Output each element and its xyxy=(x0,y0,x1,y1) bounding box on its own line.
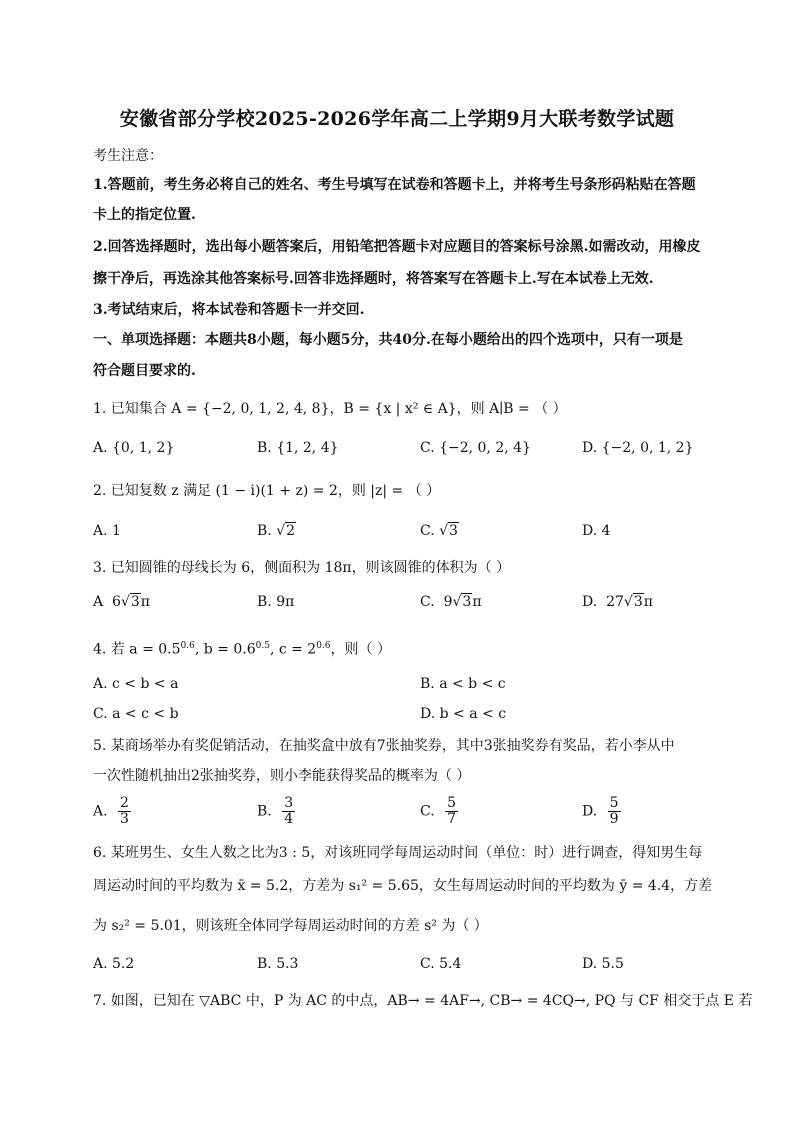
option-c: C. 5.4 xyxy=(420,956,462,972)
option-b: B. a < b < c xyxy=(420,676,506,692)
option-b: B. 5.3 xyxy=(257,956,299,972)
option-a: A. 5.2 xyxy=(93,956,135,972)
notice-item: 1.答题前，考生务必将自己的姓名、考生号填写在试卷和答题卡上，并将考生号条形码粘贴在答题 xyxy=(93,177,696,193)
option-b: B. $\frac{3}{4}$ xyxy=(257,795,294,827)
notice-item: 擦干净后，再选涂其他答案标号.回答非选择题时，将答案写在答题卡上.写在本试卷上无效. xyxy=(93,271,654,287)
option-b: B. √2 xyxy=(257,523,296,539)
option-a: A 6√3π xyxy=(93,594,150,610)
sqrt-expression: √3 xyxy=(120,594,140,610)
option-c: C. a < c < b xyxy=(93,706,179,722)
notice-item: 2.回答选择题时，选出每小题答案后，用铅笔把答题卡对应题目的答案标号涂黑.如需改动，用橡皮 xyxy=(93,239,701,255)
option-d: D. {−2, 0, 1, 2} xyxy=(582,440,694,456)
fraction: $\frac{5}{7}$ xyxy=(447,795,457,827)
section-heading: 一、单项选择题：本题共8小题，每小题5分，共40分.在每小题给出的四个选项中，只有一项是 xyxy=(93,332,683,348)
option-a: A. {0, 1, 2} xyxy=(93,440,175,456)
option-a: A. $\frac{2}{3}$ xyxy=(93,795,129,827)
question-stem: 1. 已知集合 A = {−2, 0, 1, 2, 4, 8}，B = {x | x² ∈ A}，则 A∣B = （ ） xyxy=(93,401,567,417)
question-stem: 周运动时间的平均数为 x̄ = 5.2，方差为 s₁² = 5.65，女生每周运动时间的平均数为 ȳ = 4.4，方差 xyxy=(93,878,713,894)
question-stem: 一次性随机抽出2张抽奖券，则小李能获得奖品的概率为（ ） xyxy=(93,768,471,784)
question-stem: 7. 如图，已知在 ▽ABC 中，P 为 AC 的中点，AB→ = 4AF→, CB→ = 4CQ→, PQ 与 CF 相交于点 E 若 xyxy=(93,993,753,1009)
option-d: D. b < a < c xyxy=(420,706,507,722)
option-c: C. 9√3π xyxy=(420,594,482,610)
sqrt-expression: √3 xyxy=(452,594,472,610)
question-stem: 5. 某商场举办有奖促销活动，在抽奖盒中放有7张抽奖券，其中3张抽奖券有奖品，若小李从中 xyxy=(93,738,675,754)
notice-item: 卡上的指定位置. xyxy=(93,207,196,223)
option-d: D. $\frac{5}{9}$ xyxy=(582,795,619,827)
question-stem: 2. 已知复数 z 满足 (1 − i)(1 + z) = 2，则 |z| = （ ） xyxy=(93,483,441,499)
notice-item: 3.考试结束后，将本试卷和答题卡一并交回. xyxy=(93,302,365,318)
option-c: C. {−2, 0, 2, 4} xyxy=(420,440,531,456)
fraction: $\frac{5}{9}$ xyxy=(609,795,619,827)
question-stem: 为 s₂² = 5.01，则该班全体同学每周运动时间的方差 s² 为（ ） xyxy=(93,918,488,934)
option-b: B. {1, 2, 4} xyxy=(257,440,339,456)
notice-heading: 考生注意： xyxy=(93,148,163,164)
question-stem: 3. 已知圆锥的母线长为 6，侧面积为 18π，则该圆锥的体积为（ ） xyxy=(93,560,511,576)
option-d: D. 27√3π xyxy=(582,594,653,610)
fraction: $\frac{2}{3}$ xyxy=(120,795,129,827)
option-a: A. 1 xyxy=(93,523,121,539)
option-c: C. $\frac{5}{7}$ xyxy=(420,795,457,827)
question-stem: 6. 某班男生、女生人数之比为3 : 5，对该班同学每周运动时间（单位：时）进行调查，得知男生每 xyxy=(93,845,703,861)
option-c: C. √3 xyxy=(420,523,458,539)
option-d: D. 4 xyxy=(582,523,611,539)
option-d: D. 5.5 xyxy=(582,956,624,972)
option-b: B. 9π xyxy=(257,594,295,610)
option-a: A. c < b < a xyxy=(93,676,179,692)
sqrt-expression: √2 xyxy=(276,523,296,539)
question-stem: 4. 若 $a = 0.5^{0.6}$, $b = 0.6^{0.5}$, $c = 2^{0.6}$，则（ ） xyxy=(93,641,391,658)
page-title: 安徽省部分学校2025-2026学年高二上学期9月大联考数学试题 xyxy=(119,108,675,130)
sqrt-expression: √3 xyxy=(623,594,643,610)
fraction: $\frac{3}{4}$ xyxy=(284,795,294,827)
section-heading: 符合题目要求的. xyxy=(93,363,196,379)
sqrt-expression: √3 xyxy=(439,523,458,539)
